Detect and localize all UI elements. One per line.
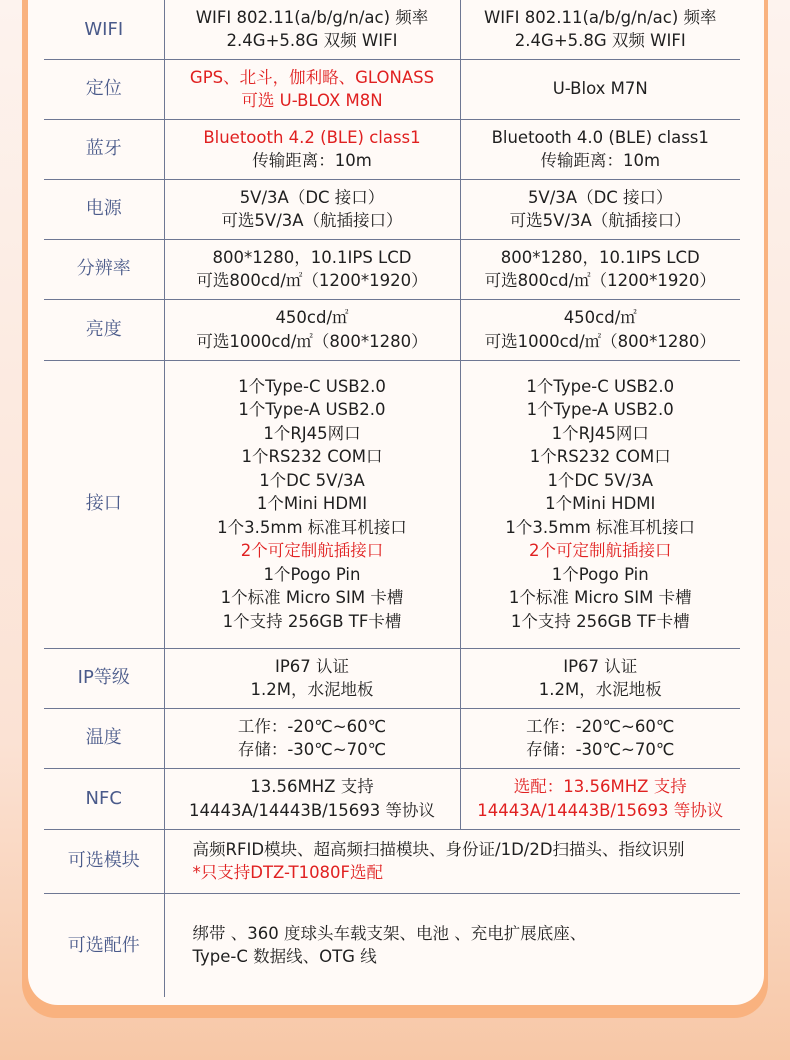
row-power (44, 179, 740, 239)
spec-line: 1个RS232 COM口 (529, 447, 671, 467)
spec-cell-b (460, 119, 740, 179)
spec-line: Bluetooth 4.2 (BLE) class1 (203, 127, 421, 147)
row-label: 可选配件 (44, 893, 164, 997)
row-label: 电源 (44, 179, 164, 239)
spec-cell-b (460, 648, 740, 708)
spec-line: 1个RJ45网口 (263, 423, 361, 443)
row-label: NFC (44, 768, 164, 829)
spec-line: *只支持DTZ-T1080F选配 (192, 863, 384, 882)
spec-cell-a (164, 768, 460, 829)
spec-line: 可选5V/3A（航插接口） (221, 211, 403, 230)
spec-cell-a (164, 360, 460, 648)
spec-line: 450cd/㎡ (563, 308, 637, 327)
spec-line: 1个RS232 COM口 (241, 447, 383, 467)
spec-line: 1个DC 5V/3A (259, 470, 365, 490)
spec-line: 2个可定制航插接口 (240, 541, 384, 561)
spec-line: 1个Type-C USB2.0 (526, 376, 675, 396)
spec-cell-span (164, 829, 740, 893)
spec-line: 14443A/14443B/15693 等协议 (189, 800, 435, 820)
spec-cell-a (164, 119, 460, 179)
spec-line: 1个Type-A USB2.0 (238, 400, 386, 420)
spec-line: WIFI 802.11(a/b/g/n/ac) 频率 (483, 7, 717, 27)
spec-line: 800*1280，10.1IPS LCD (212, 247, 412, 267)
row-positioning (44, 59, 740, 119)
spec-line: 工作：-20℃~60℃ (237, 716, 387, 736)
spec-line: 工作：-20℃~60℃ (526, 716, 675, 736)
spec-line: 1个支持 256GB TF卡槽 (510, 611, 690, 631)
spec-line: U-Blox M7N (552, 79, 648, 99)
spec-line: 1.2M，水泥地板 (538, 680, 662, 699)
spec-line: 1个Pogo Pin (551, 564, 649, 584)
row-label: 可选模块 (44, 829, 164, 893)
spec-line: 1个标准 Micro SIM 卡槽 (220, 588, 404, 608)
row-label: 蓝牙 (44, 119, 164, 179)
spec-line: 高频RFID模块、超高频扫描模块、身份证/1D/2D扫描头、指纹识别 (192, 839, 685, 859)
row-label: IP等级 (44, 648, 164, 708)
spec-line: 450cd/㎡ (275, 308, 349, 327)
spec-line: 可选800cd/㎡（1200*1920） (196, 271, 428, 290)
spec-cell-b (460, 360, 740, 648)
spec-cell-b (460, 708, 740, 768)
row-label: WIFI (44, 0, 164, 59)
spec-cell-b (460, 0, 740, 59)
row-label: 分辨率 (44, 239, 164, 299)
spec-line: Bluetooth 4.0 (BLE) class1 (491, 127, 709, 147)
spec-line: 1.2M，水泥地板 (250, 680, 374, 699)
spec-line: 可选800cd/㎡（1200*1920） (484, 271, 716, 290)
spec-line: GPS、北斗，伽利略、GLONASS (189, 67, 435, 87)
row-bluetooth (44, 119, 740, 179)
spec-line: 传输距离：10m (252, 151, 372, 170)
spec-line: 1个3.5mm 标准耳机接口 (505, 517, 696, 537)
spec-line: 1个3.5mm 标准耳机接口 (217, 517, 407, 537)
row-wifi (44, 0, 740, 59)
row-resolution (44, 239, 740, 299)
row-label: 亮度 (44, 299, 164, 360)
spec-line: 2.4G+5.8G 双频 WIFI (514, 31, 686, 51)
spec-line: 可选1000cd/㎡（800*1280） (484, 331, 716, 351)
spec-cell-b (460, 299, 740, 360)
spec-line: 5V/3A（DC 接口） (527, 187, 673, 207)
spec-line: 13.56MHZ 支持 (250, 777, 374, 796)
spec-cell-b (460, 768, 740, 829)
spec-line: 可选 U-BLOX M8N (241, 91, 383, 110)
row-label: 温度 (44, 708, 164, 768)
spec-line: 可选1000cd/㎡（800*1280） (196, 331, 428, 351)
spec-line: 选配：13.56MHZ 支持 (513, 777, 687, 796)
spec-cell-a (164, 648, 460, 708)
spec-table (44, 0, 740, 997)
spec-line: 2个可定制航插接口 (529, 541, 672, 561)
spec-line: 可选5V/3A（航插接口） (509, 211, 691, 230)
spec-line: 1个Type-C USB2.0 (238, 376, 386, 396)
row-nfc (44, 768, 740, 829)
spec-line: 14443A/14443B/15693 等协议 (477, 800, 724, 820)
row-temperature (44, 708, 740, 768)
spec-cell-b (460, 59, 740, 119)
spec-line: IP67 认证 (274, 656, 350, 676)
spec-cell-b (460, 179, 740, 239)
spec-line: 存储：-30℃~70℃ (237, 740, 387, 759)
row-optional-accessories (44, 893, 740, 997)
spec-line: 1个RJ45网口 (551, 423, 649, 443)
spec-cell-a (164, 708, 460, 768)
row-ports (44, 360, 740, 648)
spec-line: 1个Mini HDMI (256, 494, 368, 514)
spec-line: WIFI 802.11(a/b/g/n/ac) 频率 (195, 7, 429, 27)
spec-line: 1个DC 5V/3A (547, 470, 654, 490)
spec-cell-b (460, 239, 740, 299)
row-brightness (44, 299, 740, 360)
spec-cell-a (164, 239, 460, 299)
row-optional-modules (44, 829, 740, 893)
spec-line: 绑带 、360 度球头车载支架、电池 、充电扩展底座、 (192, 923, 587, 943)
spec-line: 存储：-30℃~70℃ (526, 740, 675, 759)
spec-cell-span (164, 893, 740, 997)
spec-cell-a (164, 0, 460, 59)
spec-line: IP67 认证 (563, 656, 638, 676)
spec-line: 传输距离：10m (540, 151, 661, 170)
spec-cell-a (164, 299, 460, 360)
spec-cell-a (164, 59, 460, 119)
spec-line: 5V/3A（DC 接口） (239, 187, 385, 207)
spec-line: 2.4G+5.8G 双频 WIFI (226, 31, 398, 51)
row-label: 定位 (44, 59, 164, 119)
spec-line: 1个Type-A USB2.0 (526, 400, 674, 420)
spec-cell-a (164, 179, 460, 239)
spec-line: Type-C 数据线、OTG 线 (192, 947, 377, 967)
row-ip-rating (44, 648, 740, 708)
spec-line: 1个标准 Micro SIM 卡槽 (508, 588, 692, 608)
spec-line: 1个Mini HDMI (545, 494, 656, 514)
row-label: 接口 (44, 360, 164, 648)
spec-line: 1个支持 256GB TF卡槽 (222, 611, 402, 631)
spec-line: 1个Pogo Pin (263, 564, 361, 584)
spec-line: 800*1280，10.1IPS LCD (500, 247, 700, 267)
